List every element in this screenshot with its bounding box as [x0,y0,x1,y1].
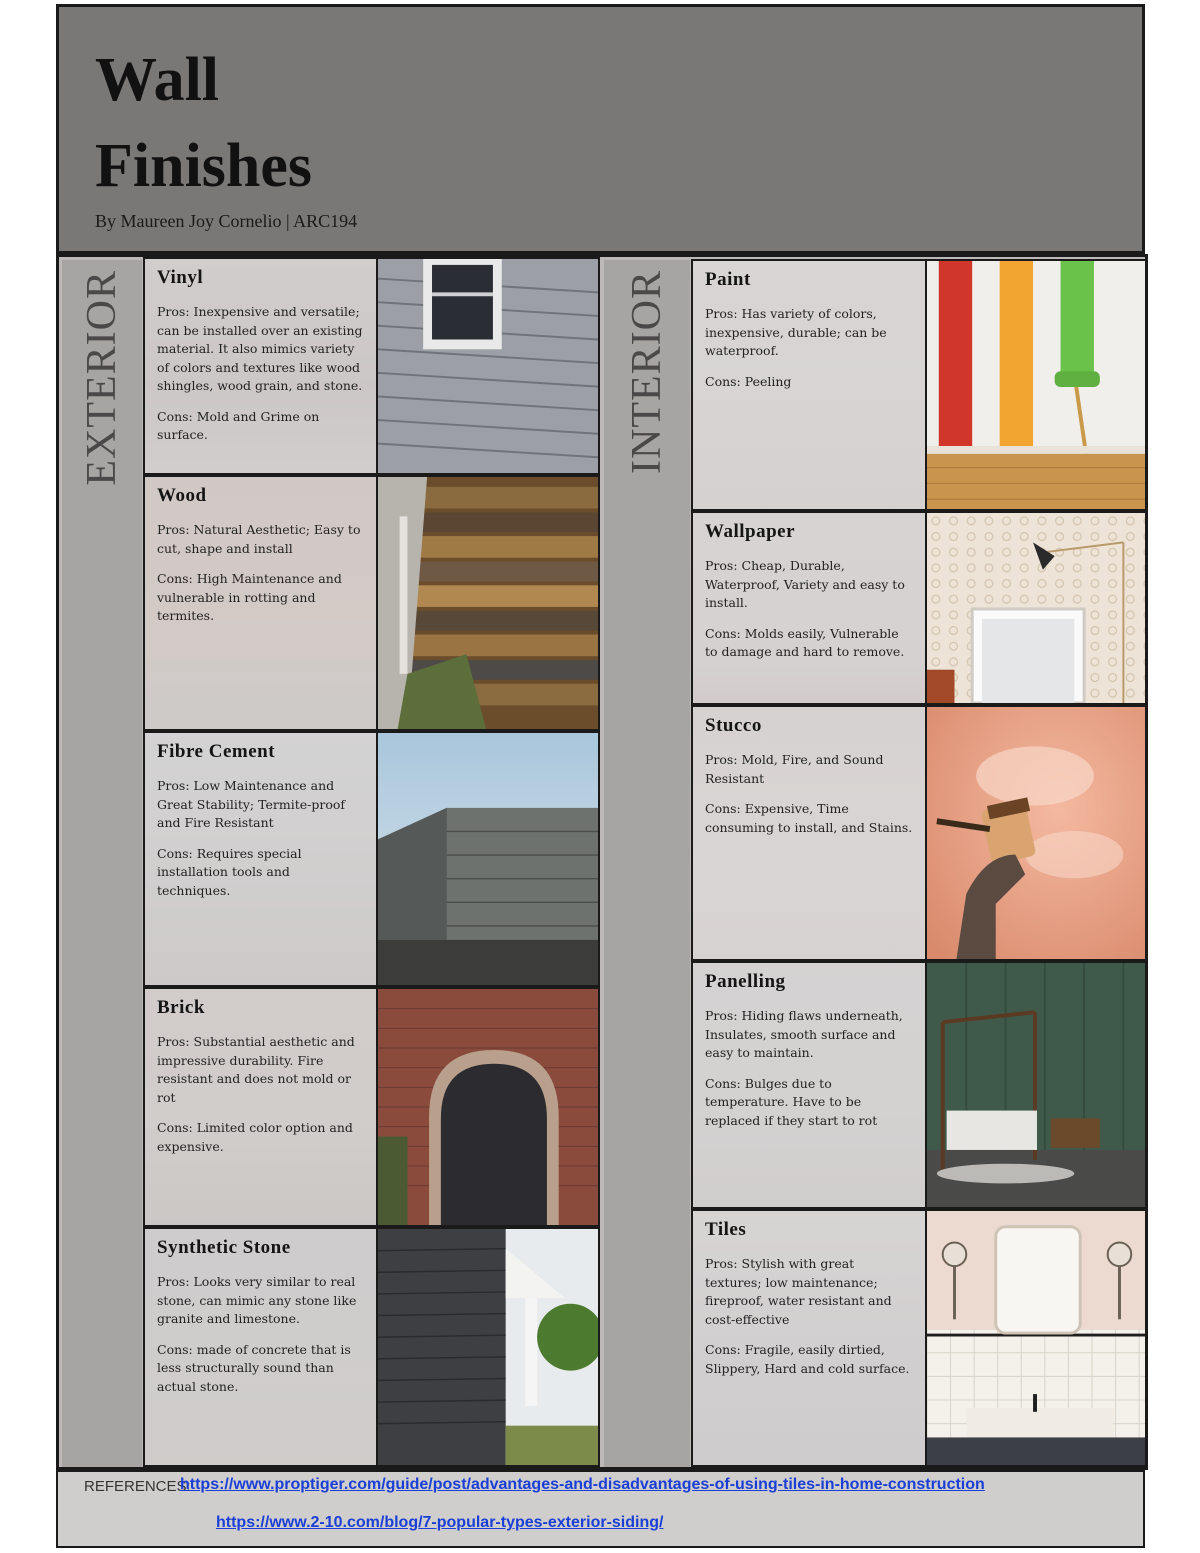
header-banner [56,4,1145,254]
card-vinyl [143,257,378,475]
vinyl-siding-icon [378,259,598,473]
fibre-cement-building-icon [378,733,598,985]
card-wallpaper [691,511,927,705]
wallpaper-pattern-icon [927,513,1145,703]
card-panelling [691,961,927,1209]
card-paint [691,259,927,511]
reference-link-proptiger[interactable]: https://www.proptiger.com/guide/post/advantages-and-disadvantages-of-using-tiles-in-home-construction [180,1476,985,1493]
wood-planks-icon [378,477,598,729]
byline: By Maureen Joy Cornelio | ARC194 [95,211,358,231]
paint-title: Paint [705,269,751,290]
card-fibre-cement [143,731,378,987]
synthetic-stone-image [376,1227,600,1467]
synthetic-stone-title: Synthetic Stone [157,1237,291,1258]
wallpaper-image [925,511,1147,705]
card-tiles [691,1209,927,1467]
brick-arch-icon [378,989,598,1225]
tiles-pros: Pros: Stylish with great textures; low maintenance; fireproof, water resistant and cost-effective [705,1256,892,1327]
tiles-image [925,1209,1147,1467]
tiles-title: Tiles [705,1219,747,1240]
exterior-sidebar [62,260,142,1467]
brick-image [376,987,600,1227]
fibre-cement-cons: Cons: Requires special installation tools and techniques. [157,845,302,898]
paint-stripe-red [939,261,972,446]
title-line-2: Finishes [95,132,313,200]
brick-pros: Pros: Substantial aesthetic and impressive durability. Fire resistant and does not mold or rot [157,1034,355,1105]
vinyl-image [376,257,600,475]
tiles-cons: Cons: Fragile, easily dirtied, Slippery, Hard and cold surface. [705,1342,910,1376]
interior-sidebar [604,260,690,1467]
page-title [95,37,312,209]
wallpaper-pros: Pros: Cheap, Durable, Waterproof, Variety and easy to install. [705,558,905,610]
synthetic-stone-pros: Pros: Looks very similar to real stone, can mimic any stone like granite and limestone. [157,1274,357,1326]
stone-wall-icon [378,1229,598,1465]
panelling-cons: Cons: Bulges due to temperature. Have to be replaced if they start to rot [705,1075,878,1128]
card-stucco [691,705,927,961]
panelling-image [925,961,1147,1209]
vinyl-cons: Cons: Mold and Grime on surface. [157,408,320,442]
vinyl-pros: Pros: Inexpensive and versatile; can be installed over an existing material. It also mimics variety of colors and textures like wood shingles, wood grain, and stone. [157,304,363,393]
fibre-cement-image [376,731,600,987]
wood-title: Wood [157,485,207,506]
panelling-title: Panelling [705,971,786,992]
paint-stripe-green [1061,261,1094,377]
paint-stripe-orange [1000,261,1033,446]
card-synthetic-stone [143,1227,378,1467]
references-label: REFERENCES: [84,1478,191,1495]
wood-cons: Cons: High Maintenance and vulnerable in rotting and termites. [157,571,342,623]
stucco-brush-icon [927,707,1145,959]
paint-pros: Pros: Has variety of colors, inexpensive, durable; can be waterproof. [705,306,887,358]
stucco-image [925,705,1147,961]
stucco-pros: Pros: Mold, Fire, and Sound Resistant [705,752,884,786]
content-panel [56,254,1148,1470]
brick-cons: Cons: Limited color option and expensive. [157,1120,353,1154]
stucco-title: Stucco [705,715,762,736]
wood-image [376,475,600,731]
wallpaper-title: Wallpaper [705,521,796,542]
fibre-cement-pros: Pros: Low Maintenance and Great Stability; Termite-proof and Fire Resistant [157,778,346,830]
brick-ghost-image [145,989,376,1225]
references-box [56,1470,1145,1548]
paint-stripes-icon [927,261,1145,509]
stucco-cons: Cons: Expensive, Time consuming to install, and Stains. [705,801,913,835]
synthetic-stone-cons: Cons: made of concrete that is less structurally sound than actual stone. [157,1341,351,1394]
interior-label: INTERIOR [624,270,670,474]
card-wood [143,475,378,731]
brick-title: Brick [157,997,205,1018]
reference-link-2-10[interactable]: https://www.2-10.com/blog/7-popular-types-exterior-siding/ [216,1514,664,1531]
panelling-bedroom-icon [927,963,1145,1207]
paint-image [925,259,1147,511]
tiles-bathroom-icon [927,1211,1145,1465]
title-line-1: Wall [95,46,220,114]
tiles-ghost-image [693,1211,925,1465]
fibre-cement-title: Fibre Cement [157,741,276,762]
exterior-label: EXTERIOR [79,270,125,486]
card-brick [143,987,378,1227]
wood-pros: Pros: Natural Aesthetic; Easy to cut, shape and install [157,522,361,556]
vinyl-title: Vinyl [157,267,204,288]
panelling-pros: Pros: Hiding flaws underneath, Insulates, smooth surface and easy to maintain. [705,1008,903,1060]
paint-cons: Cons: Peeling [705,373,792,389]
wallpaper-cons: Cons: Molds easily, Vulnerable to damage and hard to remove. [705,625,905,659]
